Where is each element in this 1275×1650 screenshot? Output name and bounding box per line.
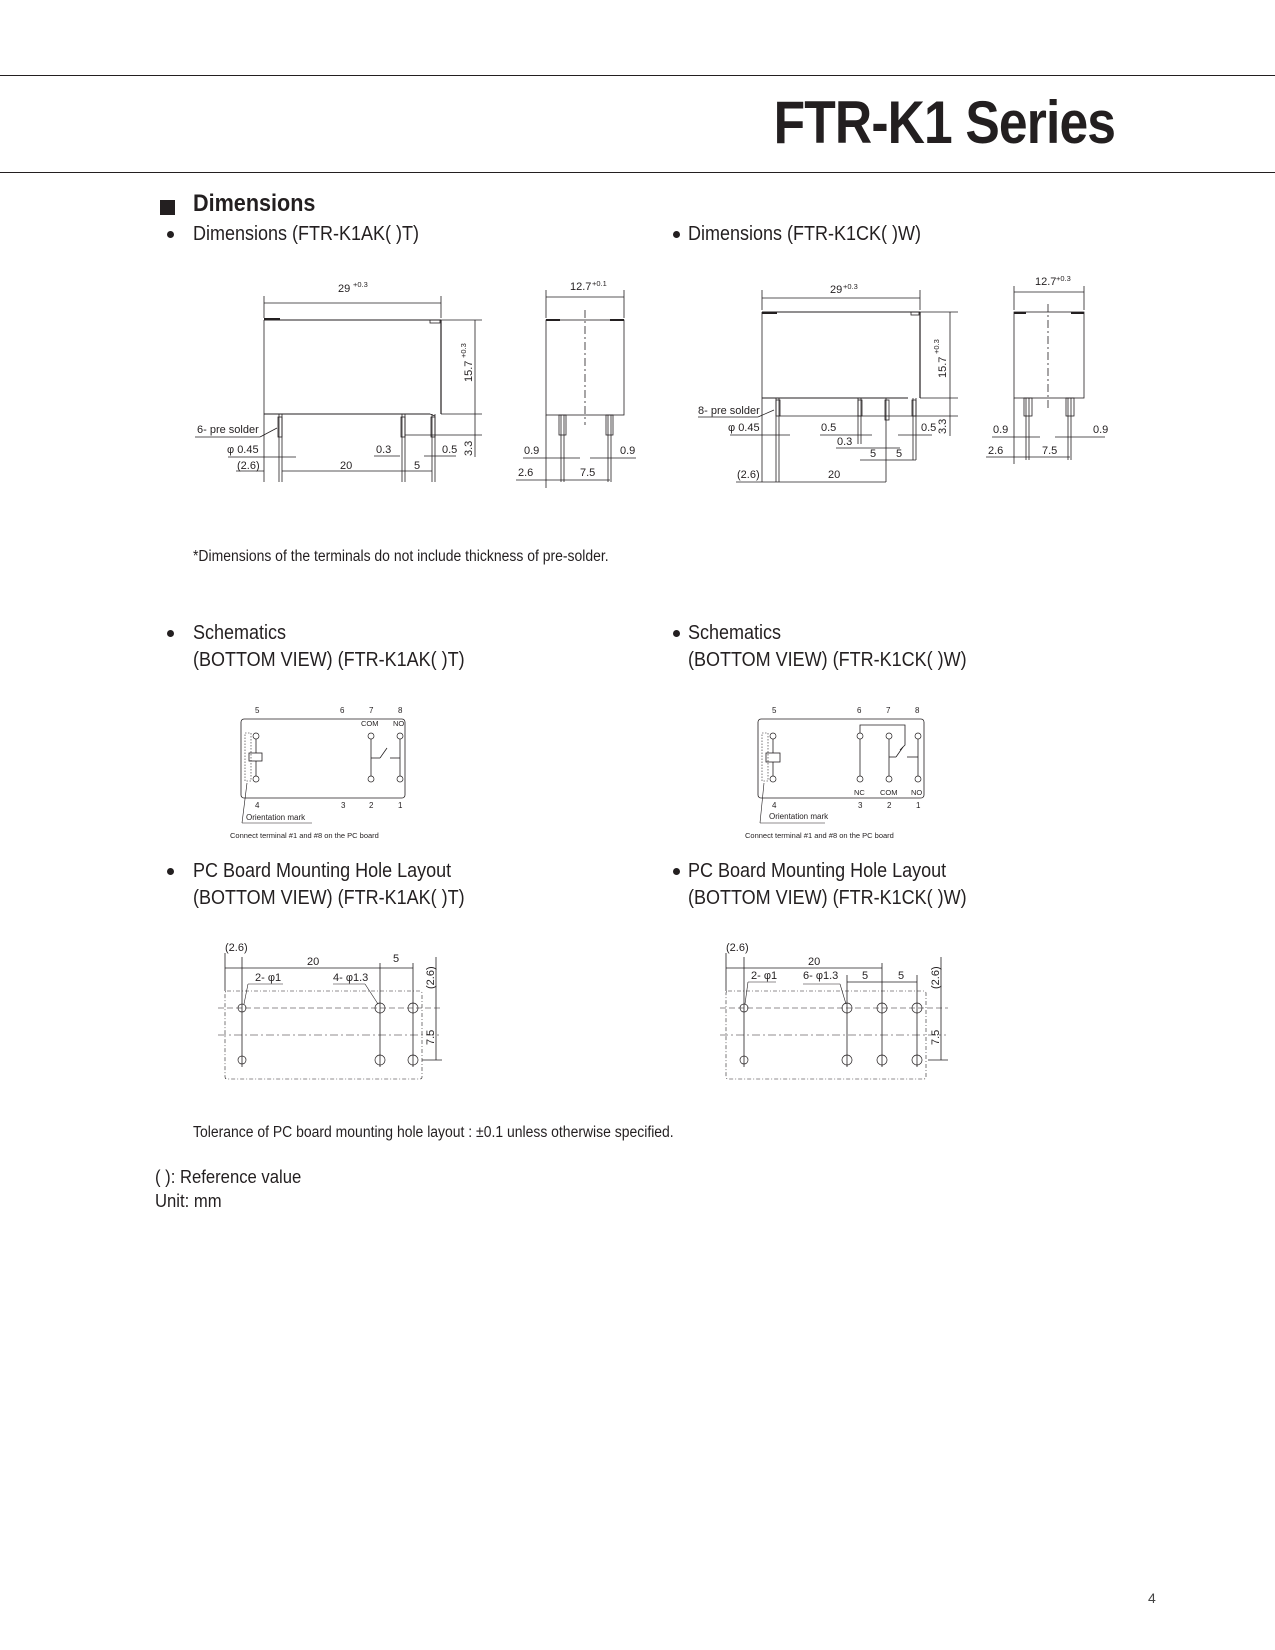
dim-pin-length: 3.3 bbox=[463, 440, 475, 456]
small-holes-label: 2- φ1 bbox=[255, 972, 282, 984]
offset-label: (2.6) bbox=[737, 469, 760, 481]
schematics-label-left-2: (BOTTOM VIEW) (FTR-K1AK( )T) bbox=[193, 649, 465, 671]
large-holes-label: 4- φ1.3 bbox=[333, 972, 369, 984]
pitch-main-label: 20 bbox=[808, 956, 821, 968]
schematic-ftr-k1ak bbox=[220, 695, 450, 840]
tolerance-note: Tolerance of PC board mounting hole layout : ±0.1 unless otherwise specified. bbox=[193, 1124, 674, 1141]
side-width-tol: +0.1 bbox=[592, 279, 607, 288]
svg-text:1: 1 bbox=[916, 801, 921, 810]
schematics-label-right-2: (BOTTOM VIEW) (FTR-K1CK( )W) bbox=[688, 649, 967, 671]
pitch-small-label: 5 bbox=[393, 953, 400, 965]
svg-text:3: 3 bbox=[858, 801, 863, 810]
svg-text:5: 5 bbox=[772, 706, 777, 715]
header-top-rule bbox=[0, 75, 1275, 76]
side-pin-right-label: 0.9 bbox=[620, 445, 636, 457]
svg-text:2: 2 bbox=[887, 801, 892, 810]
page-number: 4 bbox=[1148, 1590, 1156, 1606]
reference-value-note: ( ): Reference value bbox=[155, 1166, 302, 1187]
offset-label: (2.6) bbox=[237, 460, 260, 472]
offset-label: (2.6) bbox=[726, 942, 749, 954]
pitch-small-label: 5 bbox=[414, 460, 421, 472]
vert-offset-label: (2.6) bbox=[930, 966, 942, 989]
dim-height-label: 15.7 bbox=[463, 360, 475, 382]
dimension-drawing-ftr-k1ak bbox=[180, 260, 650, 490]
pin-diameter-label: φ 0.45 bbox=[227, 444, 259, 456]
svg-text:7: 7 bbox=[369, 706, 374, 715]
side-pin-left-label: 0.9 bbox=[524, 445, 540, 457]
pin-width1-label: 0.3 bbox=[376, 444, 392, 456]
pin-diameter-label: φ 0.45 bbox=[728, 422, 760, 434]
dim-height-label: 15.7 bbox=[937, 356, 949, 378]
bullet-icon bbox=[167, 868, 174, 875]
pre-solder-label: 6- pre solder bbox=[197, 424, 259, 436]
pin-width1-label: 0.5 bbox=[821, 422, 837, 434]
svg-text:3: 3 bbox=[341, 801, 346, 810]
svg-text:4: 4 bbox=[255, 801, 260, 810]
vert-offset-label: (2.6) bbox=[425, 966, 437, 989]
side-offset-label: 2.6 bbox=[518, 467, 534, 479]
side-width-label: 12.7 bbox=[1035, 276, 1057, 288]
side-offset-label: 2.6 bbox=[988, 445, 1004, 457]
nc-label: NC bbox=[854, 788, 865, 797]
dimensions-label-left: Dimensions (FTR-K1AK( )T) bbox=[193, 223, 420, 245]
header-bottom-rule bbox=[0, 172, 1275, 173]
small-holes-label: 2- φ1 bbox=[751, 970, 778, 982]
side-width-label: 12.7 bbox=[570, 281, 592, 293]
pin-width3-label: 0.5 bbox=[921, 422, 937, 434]
dimensions-label-right: Dimensions (FTR-K1CK( )W) bbox=[688, 223, 922, 245]
unit-note: Unit: mm bbox=[155, 1190, 222, 1211]
pin-width2-label: 0.5 bbox=[442, 444, 458, 456]
vert-pitch-label: 7.5 bbox=[930, 1029, 942, 1045]
bullet-icon bbox=[673, 231, 680, 238]
pre-solder-label: 8- pre solder bbox=[698, 405, 760, 417]
pcb-hole-layout-ftr-k1ak bbox=[200, 935, 460, 1085]
bullet-icon bbox=[167, 630, 174, 637]
pitch-b-label: 5 bbox=[898, 970, 905, 982]
side-pitch-label: 7.5 bbox=[1042, 445, 1058, 457]
dim-length-tol: +0.3 bbox=[843, 282, 858, 291]
pitch-a-label: 5 bbox=[862, 970, 869, 982]
dim-length-label: 29 bbox=[830, 284, 843, 296]
pitch-main-label: 20 bbox=[307, 956, 320, 968]
vert-pitch-label: 7.5 bbox=[425, 1029, 437, 1045]
dimension-drawing-ftr-k1ck bbox=[680, 260, 1120, 490]
pitch-main-label: 20 bbox=[828, 469, 841, 481]
dim-length-label: 29 bbox=[338, 283, 351, 295]
schematic-ftr-k1ck bbox=[730, 695, 970, 840]
com-label: COM bbox=[361, 719, 379, 728]
svg-text:7: 7 bbox=[886, 706, 891, 715]
side-pin-left-label: 0.9 bbox=[993, 424, 1009, 436]
side-width-tol: +0.3 bbox=[1056, 274, 1071, 283]
dim-height-tol: +0.3 bbox=[459, 343, 468, 358]
svg-text:1: 1 bbox=[398, 801, 403, 810]
schematic-caption: Connect terminal #1 and #8 on the PC board bbox=[745, 831, 894, 840]
offset-label: (2.6) bbox=[225, 942, 248, 954]
svg-text:6: 6 bbox=[340, 706, 345, 715]
svg-text:6: 6 bbox=[857, 706, 862, 715]
bullet-icon bbox=[673, 630, 680, 637]
pcb-label-left-1: PC Board Mounting Hole Layout bbox=[193, 860, 452, 882]
orientation-mark-label: Orientation mark bbox=[769, 812, 829, 821]
svg-text:8: 8 bbox=[915, 706, 920, 715]
svg-text:8: 8 bbox=[398, 706, 403, 715]
pcb-hole-layout-ftr-k1ck bbox=[710, 935, 970, 1085]
dim-length-tol: +0.3 bbox=[353, 280, 368, 289]
pin-width2-label: 0.3 bbox=[837, 436, 853, 448]
pcb-label-right-1: PC Board Mounting Hole Layout bbox=[688, 860, 947, 882]
com-label: COM bbox=[880, 788, 898, 797]
dim-height-tol: +0.3 bbox=[932, 339, 941, 354]
side-pitch-label: 7.5 bbox=[580, 467, 596, 479]
no-label: NO bbox=[393, 719, 405, 728]
pcb-label-right-2: (BOTTOM VIEW) (FTR-K1CK( )W) bbox=[688, 887, 967, 909]
terminal-note: *Dimensions of the terminals do not include thickness of pre-solder. bbox=[193, 548, 609, 565]
schematic-caption: Connect terminal #1 and #8 on the PC board bbox=[230, 831, 379, 840]
page-title: FTR-K1 Series bbox=[773, 89, 1115, 156]
pitch-b-label: 5 bbox=[896, 448, 903, 460]
section-heading: Dimensions bbox=[193, 190, 316, 217]
schematics-label-right-1: Schematics bbox=[688, 622, 782, 644]
svg-text:2: 2 bbox=[369, 801, 374, 810]
svg-text:4: 4 bbox=[772, 801, 777, 810]
large-holes-label: 6- φ1.3 bbox=[803, 970, 839, 982]
dim-pin-length: 3.3 bbox=[937, 418, 949, 434]
section-square-bullet-icon bbox=[160, 200, 175, 215]
bullet-icon bbox=[167, 231, 174, 238]
orientation-mark-label: Orientation mark bbox=[246, 813, 306, 822]
side-pin-right-label: 0.9 bbox=[1093, 424, 1109, 436]
pcb-label-left-2: (BOTTOM VIEW) (FTR-K1AK( )T) bbox=[193, 887, 465, 909]
bullet-icon bbox=[673, 868, 680, 875]
no-label: NO bbox=[911, 788, 923, 797]
pitch-a-label: 5 bbox=[870, 448, 877, 460]
schematics-label-left-1: Schematics bbox=[193, 622, 287, 644]
svg-text:5: 5 bbox=[255, 706, 260, 715]
pitch-main-label: 20 bbox=[340, 460, 353, 472]
